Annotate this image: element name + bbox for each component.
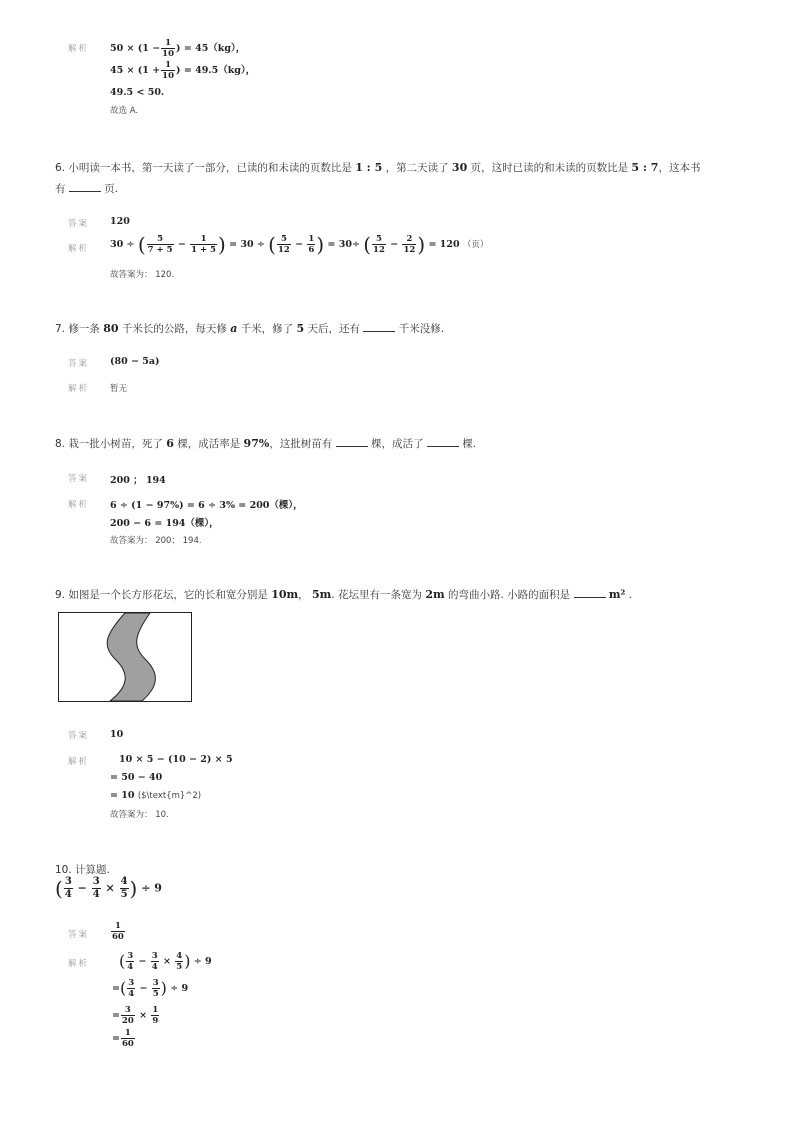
q5-analysis-line-1: 50 × (1 − $\frac{1}{10}$ ) = 45（kg）， [110, 38, 246, 59]
q9-analysis-line-3: = 10 ($\text{m}^2) [110, 790, 202, 801]
q5-analysis-line-2: 45 × (1 + $\frac{1}{10}$ ) = 49.5（kg）， [110, 60, 256, 81]
analysis-label: 解析 [68, 244, 90, 254]
answer-label: 答案 [68, 731, 90, 741]
q10-step-4: = $\frac{1}{60}$ [112, 1028, 134, 1049]
q8-question: 8. 栽一批小树苗，死了 6 棵，成活率是 97%，这批树苗有 棵，成活了 棵. [55, 437, 477, 450]
q6-answer: 120 [110, 216, 130, 227]
analysis-label: 解析 [68, 757, 90, 767]
answer-blank [363, 322, 395, 332]
q10-step-3: = $\frac{3}{20}$ × $\frac{1}{9}$ [112, 1005, 159, 1026]
answer-blank [574, 588, 606, 598]
analysis-label: 解析 [68, 500, 90, 510]
answer-label: 答案 [68, 219, 90, 229]
q10-answer: $\frac{1}{60}$ [112, 921, 124, 942]
analysis-label: 解析 [68, 44, 90, 54]
analysis-label: 解析 [68, 384, 90, 394]
q8-answer: 200 ； 194 [110, 475, 166, 486]
q8-conclusion: 故答案为： 200； 194. [110, 536, 202, 546]
q9-question: 9. 如图是一个长方形花坛，它的长和宽分别是 10m， 5m. 花坛里有一条宽为 2m 的弯曲小路. 小路的面积是 m² . [55, 588, 632, 601]
q10-expression: ( $\frac{3}{4}$ − $\frac{3}{4}$ × $\frac{4}{5}$ ) ÷ 9 [55, 876, 162, 901]
q9-analysis-line-2: = 50 − 40 [110, 772, 163, 783]
q6-analysis-line: 30 ÷ ( $\frac{5}{7 + 5}$ − $\frac{1}{1 + 5}$ ) = 30 ÷ ( $\frac{5}{12}$ − $\frac{1}{6}$ ) = 30÷ ( $\frac{5}{12}$ − $\frac{2}{12}$ ) = 120 （页） [110, 232, 489, 257]
answer-label: 答案 [68, 930, 90, 940]
q5-analysis-line-3: 49.5 < 50. [110, 87, 165, 98]
q9-answer: 10 [110, 729, 124, 740]
q10-title: 10. 计算题. [55, 864, 110, 876]
answer-label: 答案 [68, 474, 90, 484]
q9-conclusion: 故答案为： 10. [110, 810, 169, 820]
q8-analysis-line-1: 6 ÷ (1 − 97%) = 6 ÷ 3% = 200（棵）， [110, 500, 303, 511]
q6-conclusion: 故答案为： 120. [110, 270, 175, 280]
flowerbed-figure [58, 612, 193, 703]
q8-analysis-line-2: 200 − 6 = 194（棵）， [110, 518, 219, 529]
q10-step-2: =( $\frac{3}{4}$ − $\frac{3}{5}$ ) ÷ 9 [112, 978, 189, 999]
q6-question-line-2: 有 页. [55, 183, 119, 195]
q9-analysis-line-1: 10 × 5 − (10 − 2) × 5 [119, 754, 233, 765]
q7-analysis: 暂无 [110, 384, 128, 394]
q5-analysis-conclusion: 故选 A. [110, 106, 139, 116]
q7-question: 7. 修一条 80 千米长的公路，每天修 a 千米，修了 5 天后，还有 千米没修. [55, 322, 445, 335]
answer-blank [69, 182, 101, 192]
answer-blank [427, 437, 459, 447]
q10-step-1: ( $\frac{3}{4}$ − $\frac{3}{4}$ × $\frac{4}{5}$ ) ÷ 9 [119, 951, 212, 972]
q6-question-line-1: 6. 小明读一本书，第一天读了一部分，已读的和未读的页数比是 1 : 5 ，第二天读了 30 页，这时已读的和未读的页数比是 5 : 7，这本书 [55, 161, 701, 174]
q7-answer: (80 − 5a) [110, 356, 160, 367]
answer-label: 答案 [68, 359, 90, 369]
answer-blank [336, 437, 368, 447]
analysis-label: 解析 [68, 959, 90, 969]
